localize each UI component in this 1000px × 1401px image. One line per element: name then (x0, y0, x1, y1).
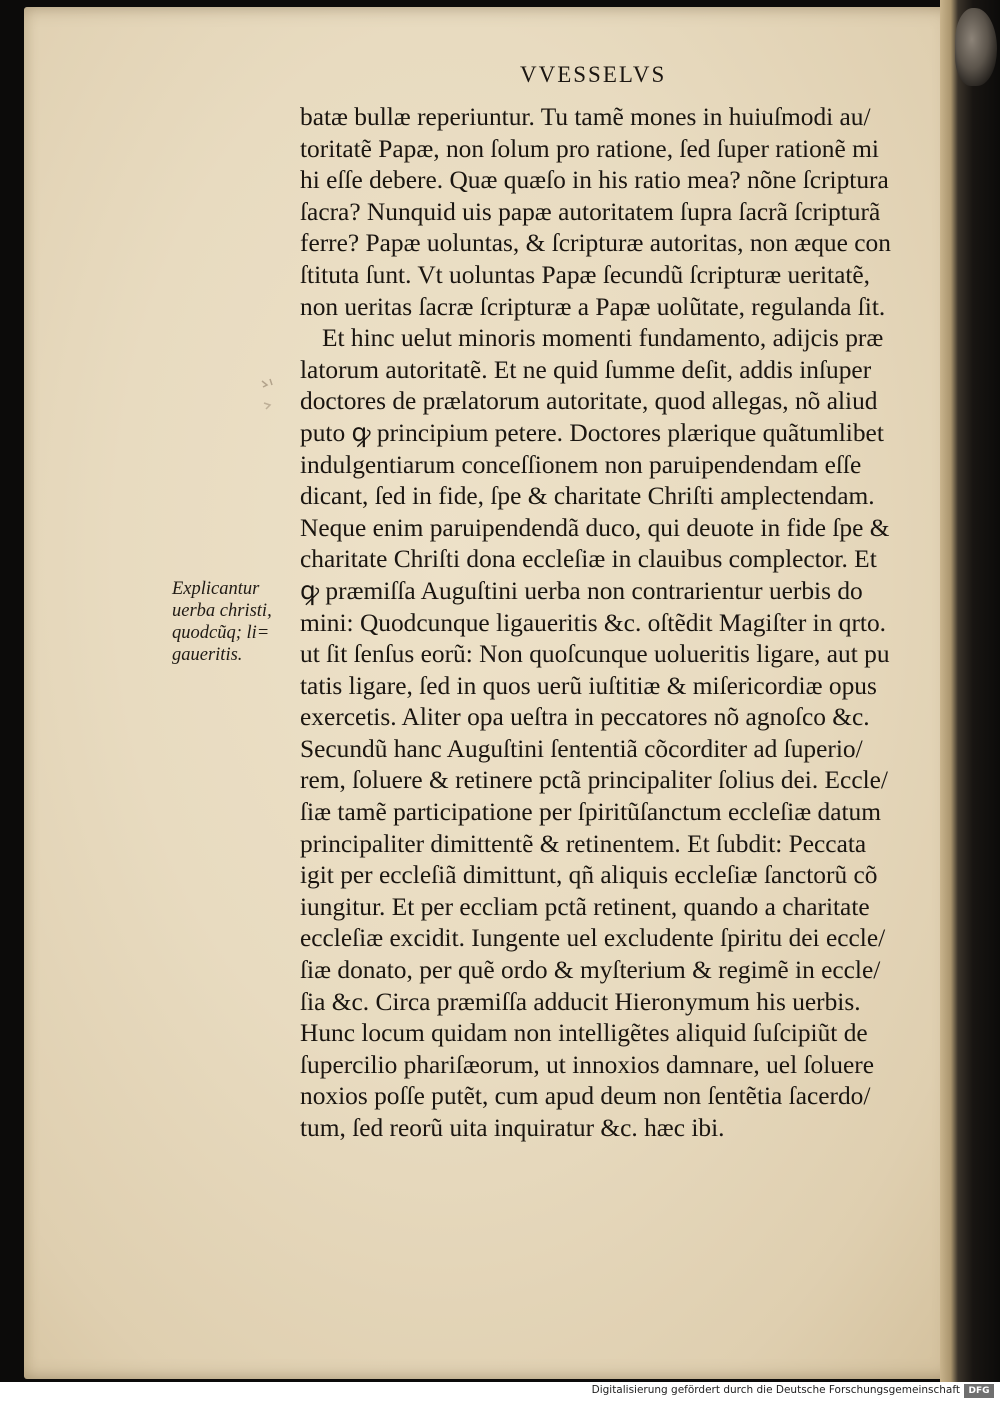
text-line: iungitur. Et per eccliam pctã retinent, quando a charitate (300, 892, 870, 921)
dfg-logo: DFG (964, 1384, 994, 1398)
text-line: Et hinc uelut minoris momenti fundamento, adijcis præ (322, 324, 884, 353)
text-line: dicant, ſed in fide, ſpe & charitate Chriſti amplectendam. (300, 482, 875, 511)
binding-clip (955, 8, 997, 86)
text-line: tatis ligare, ſed in quos uerũ iuſtitiæ & miſericordiæ opus (300, 671, 877, 700)
text-line: igit per eccleſiã dimittunt, qñ aliquis eccleſiæ ſanctorũ cõ (300, 861, 878, 890)
text-line: tum, ſed reorũ uita inquiratur &c. hæc ibi. (300, 1114, 725, 1142)
text-line: batæ bullæ reperiuntur. Tu tamẽ mones in huiuſmodi au/ (300, 103, 871, 131)
text-line: charitate Chriſti dona eccleſiæ in clauibus complector. Et (300, 545, 877, 574)
text-line: toritatẽ Papæ, non ſolum pro ratione, ſed ſuper rationẽ mi (300, 134, 879, 163)
text-line: ſupercilio phariſæorum, ut innoxios damnare, uel ſoluere (300, 1050, 874, 1079)
text-line: rem, ſoluere & retinere pctã principaliter ſolius dei. Eccle/ (300, 766, 888, 795)
text-line: ſiæ donato, per quẽ ordo & myſterium & regimẽ in eccle/ (300, 956, 881, 985)
text-line: noxios poſſe putẽt, cum apud deum non ſentẽtia ſacerdo/ (300, 1082, 871, 1111)
text-line: non ueritas ſacræ ſcripturæ a Papæ uolũtate, regulanda ſit. (300, 292, 886, 321)
marginal-note (172, 578, 297, 666)
text-line: Hunc locum quidam non intelligẽtes aliquid ſuſcipiũt de (300, 1019, 868, 1048)
footer-bar (0, 1382, 1000, 1401)
text-line: ꝙ præmiſſa Auguſtini uerba non contrarientur uerbis do (300, 576, 863, 605)
marginal-note-line: uerba christi, (172, 601, 272, 621)
text-line: puto ꝙ principium petere. Doctores plærique quãtumlibet (300, 418, 884, 447)
text-line: ferre? Papæ uoluntas, & ſcripturæ autoritas, non æque con (300, 229, 891, 258)
text-line: exercetis. Aliter opa ueſtra in peccatores nõ agnoſco &c. (300, 703, 870, 732)
text-line: mini: Quodcunque ligaueritis &c. oſtẽdit Magiſter in qrto. (300, 608, 886, 637)
text-line: Secundũ hanc Auguſtini ſententiã cõcorditer ad ſuperio/ (300, 734, 863, 763)
text-line: Neque enim paruipendendã duco, qui deuote in fide ſpe & (300, 513, 890, 542)
running-header: VVESSELVS (520, 62, 667, 87)
text-line: ut ſit ſenſus eorũ: Non quoſcunque uolueritis ligare, aut pu (300, 640, 890, 669)
text-line: ſacra? Nunquid uis papæ autoritatem ſupra ſacrã ſcripturã (300, 197, 881, 226)
marginal-marks (258, 375, 278, 415)
text-line: eccleſiæ excidit. Iungente uel excludente ſpiritu dei eccle/ (300, 924, 886, 953)
marginal-note-line: quodcũq; li= (172, 623, 270, 643)
main-text (300, 102, 960, 1145)
text-line: hi eſſe debere. Quæ quæſo in his ratio mea? nõne ſcriptura (300, 166, 889, 195)
marginal-note-line: gaueritis. (172, 645, 243, 665)
text-line: principaliter dimittentẽ & retinentem. Et ſubdit: Peccata (300, 829, 867, 858)
text-line: ſtituta ſunt. Vt uoluntas Papæ ſecundũ ſcripturæ ueritatẽ, (300, 260, 871, 289)
marginal-note-line: Explicantur (172, 579, 260, 599)
funding-credit: Digitalisierung gefördert durch die Deutsche Forschungsgemeinschaft (591, 1384, 960, 1396)
text-line: indulgentiarum conceſſionem non paruipendendam eſſe (300, 450, 862, 479)
text-line: doctores de prælatorum autoritate, quod allegas, nõ aliud (300, 387, 878, 416)
text-line: ſiæ tamẽ participatione per ſpiritũſanctum eccleſiæ datum (300, 798, 881, 827)
text-line: ſia &c. Circa præmiſſa adducit Hieronymum his uerbis. (300, 987, 861, 1016)
text-line: latorum autoritatẽ. Et ne quid ſumme deſit, addis inſuper (300, 355, 872, 384)
